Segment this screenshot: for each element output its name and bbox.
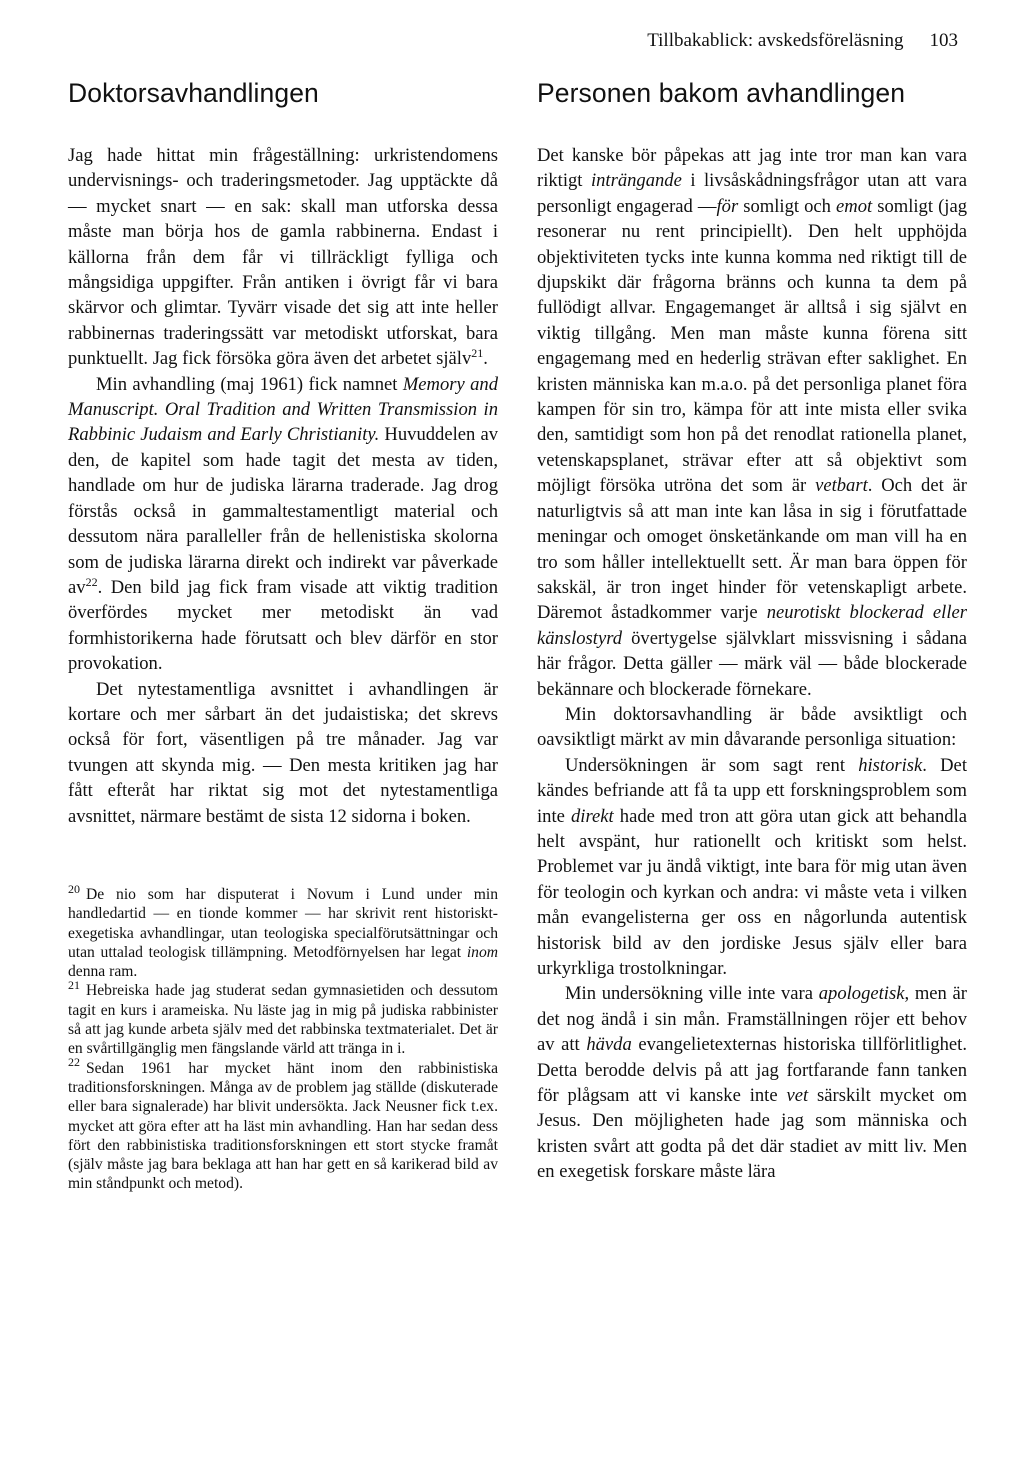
text: . (483, 348, 488, 370)
emphasis: apologetisk (818, 983, 905, 1005)
paragraph: Min doktorsavhandling är både avsiktligt och oavsiktligt märkt av min dåvarande personliga situation: (537, 703, 967, 751)
emphasis: historisk (858, 754, 923, 776)
emphasis: inom (466, 943, 498, 961)
right-column (537, 78, 967, 1185)
text: Hebreiska hade jag studerat sedan gymnasietiden och dessutom tagit en kurs i arameiska. Nu läste jag in mig på judiska rabbinister så att jag kunde arbeta själv med det rabbinska textmaterialet. Det är en svårtillgänglig men fängslande värld att tränga in i. (68, 982, 498, 1058)
text: somligt (jag resonerar nu rent principiellt). Den helt upphöjda objektiviteten tycks inte kunna komma ned riktigt till de djupskikt där frågorna bränns och kunna ta dem på fullödigt allvar. Engagemanget är alltså i sig självt en viktig tillgång. Men man måste kunna förena sitt engagemang med en hederlig strävan efter saklighet. En kristen människa kan m.a.o. på det personliga planet föra kampen för sin tro, kämpa för att inte mista eller svika den, samtidigt som hon på det renodlat rationella planet, vetenskapsplanet, strävar efter att så objektivt som möjligt försöka utröna det som är (537, 195, 967, 497)
footnote-ref-22[interactable]: 22 (85, 574, 98, 589)
emphasis: vet (786, 1085, 809, 1107)
running-header (620, 30, 958, 52)
emphasis: för (716, 195, 739, 217)
emphasis: neurotiskt blockerad eller känslostyrd (537, 602, 967, 649)
footnote-21 (68, 978, 498, 1058)
text: Sedan 1961 har mycket hänt inom den rabbinistiska traditionsforskningen. Många av de problem jag ställde (diskuterade eller bara signalerade) har blivit undersökta. Jack Neusner fick t.ex. mycket att göra efter att ha läst min avhandling. Han har sedan dess fört den rabbinistiska traditionsforskningen ett stort stycke framåt (själv måste jag bara beklaga att han har gett en så karikerad bild av min ståndpunkt och metod). (68, 1059, 498, 1193)
footnote-22 (68, 1055, 498, 1194)
paragraph (537, 753, 967, 982)
running-title: Tillbakablick: avskedsföreläsning (647, 30, 904, 51)
paragraph (537, 143, 967, 702)
emphasis: emot (836, 195, 873, 217)
footnote-20 (68, 881, 498, 981)
text: övertygelse självklart missvisning i sådana här frågor. Detta gäller — märk väl — både blockerade bekännare och blockerade förnekare. (537, 627, 967, 700)
emphasis: vetbart (815, 475, 868, 497)
text: Min undersökning ville inte vara (565, 983, 819, 1005)
paragraph (68, 372, 498, 677)
footnote-number: 20 (68, 881, 80, 896)
footnote-number: 21 (68, 978, 80, 993)
text: Min avhandling (maj 1961) fick namnet (96, 373, 403, 395)
text: De nio som har disputerat i Novum i Lund under min handledartid — en tionde kommer — har skrivit rent historiskt-exegetiska avhandlingar, utan teologiska specialförutsättningar och utan uttalad teologisk tillämpning. Metodförnyelsen har legat (68, 885, 498, 961)
text: Undersökningen är som sagt rent (565, 754, 859, 776)
emphasis: inträngande (590, 170, 682, 192)
text: Jag hade hittat min frågeställning: urkristendomens undervisnings- och traderingsmetoder. Jag upptäckte då — mycket snart — en sak: skall man utforska dessa måste man börja hos de gamla rabbinerna. Endast i källorna från dem får vi tillräckligt fylliga och mångsidiga uppgifter. Från antiken i övrigt får vi bara skärvor och glimtar. Tyvärr visade det sig att inte heller rabbinernas traderingssätt var metodiskt utforskat, bara punktuellt. Jag fick försöka göra även det arbetet själv (68, 145, 498, 370)
text: Huvuddelen av den, de kapitel som hade tagit det mesta av tiden, handlade om hur de judiska lärarna traderade. Jag drog förstås också in gammaltestamentligt material och dessutom nära paralleller från de hellenistiska skolorna som de judiska lärarna direkt och indirekt var påverkade av (68, 424, 498, 598)
paragraph (537, 981, 967, 1184)
text: . Det kändes befriande att få ta upp ett forskningsproblem som inte (537, 754, 967, 827)
text: i livsåskådningsfrågor utan att vara personligt engagerad — (537, 170, 967, 217)
paragraph (68, 143, 498, 372)
emphasis: direkt (570, 805, 614, 827)
text: särskilt mycket om Jesus. Den möjligheten hade jag som människa och kristen svårt att godta på det där stadiet av mitt liv. Men en exegetisk forskare måste lära (537, 1085, 967, 1183)
left-column (68, 78, 498, 1194)
section-heading-doktorsavhandlingen: Doktorsavhandlingen (68, 78, 319, 108)
text: , men är det nog ändå i sin mån. Framställningen röjer ett behov av att (537, 983, 967, 1056)
footnote-ref-21[interactable]: 21 (471, 346, 484, 361)
book-title: Memory and Manuscript. Oral Tradition and Written Transmission in Rabbinic Judaism and Early Christianity. (68, 373, 499, 446)
text: evangelietexternas historiska tillförlitlighet. Detta berodde delvis på att jag fortfarande fann tanken för plågsam att vi kanske inte (537, 1034, 967, 1107)
section-heading-personen: Personen bakom avhandlingen (537, 78, 906, 108)
page-number: 103 (929, 30, 958, 51)
text: . Den bild jag fick fram visade att viktig tradition överfördes mycket mer metodiskt än vad formhistorikerna hade förutsatt och blev därför en stor provokation. (68, 576, 498, 675)
emphasis: hävda (586, 1034, 632, 1056)
text: Det kanske bör påpekas att jag inte tror man kan vara riktigt (537, 145, 967, 192)
text: somligt och (738, 195, 837, 217)
footnotes (68, 881, 498, 1194)
paragraph: Det nytestamentliga avsnittet i avhandlingen är kortare och mer sårbart än det judaistiska; det skrevs också för fort, väsentligen på tre månader. Jag var tvungen att skynda mig. — Den mesta kritiken jag har fått efteråt har riktat sig mot det nytestamentliga avsnittet, närmare bestämt de sista 12 sidorna i boken. (68, 678, 498, 827)
text: hade med tron att göra utan gick att behandla helt avspänt, hur rationellt och kritiskt som helst. Problemet var ju ändå viktigt, inte bara för mig utan även för teologin och kyrkan och andra: vi måste veta i vilken mån evangelisterna ger oss en någorlunda autentisk historisk bild av den jordiske Jesus själv eller bara urkyrkliga trostolkningar. (537, 805, 967, 979)
text: . Och det är naturligtvis så att man inte kan låsa in sig i förutfattade meningar och omoget önsketänkande om man vill ha en tro som håller intellektuellt sett. Är man bara öppen för sakskäl, är tron inget hinder för vetenskapligt arbete. Däremot åstadkommer varje (537, 475, 968, 624)
text: denna ram. (68, 963, 138, 981)
footnote-number: 22 (68, 1055, 80, 1070)
